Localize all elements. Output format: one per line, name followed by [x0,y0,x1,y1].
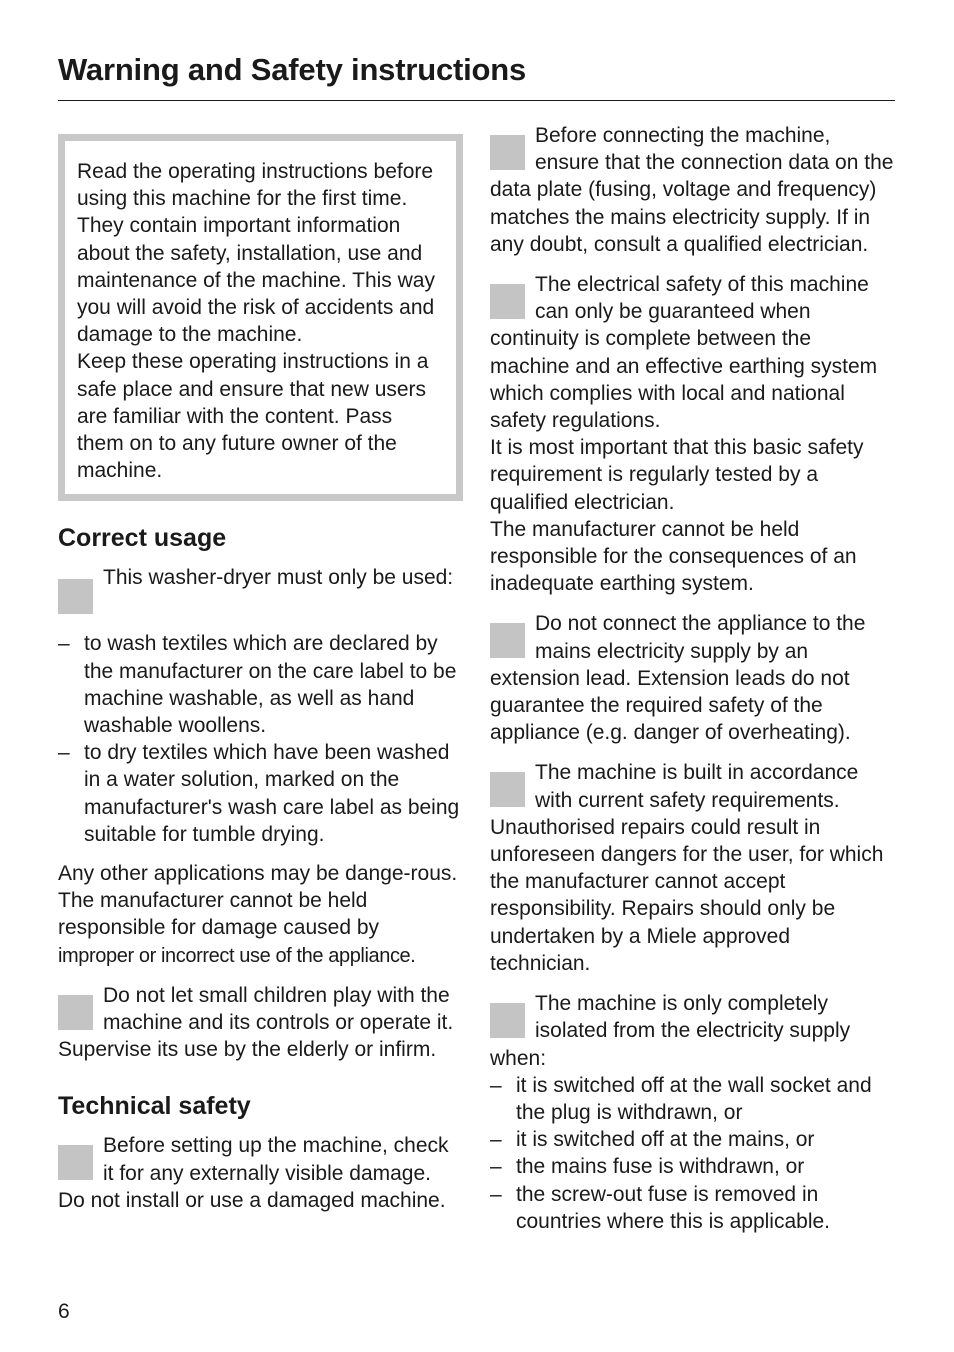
warning-square-icon [490,135,525,170]
warning-square-icon [490,772,525,807]
electrical-text-2: It is most important that this basic safety requirement is regularly tested by a qualified electrician. [490,436,864,514]
other-applications-line-1: Any other applications may be dange-rous. The manufacturer cannot be held responsible for damage caused by [58,862,458,940]
usage-intro-block [58,564,463,616]
extension-text: Do not connect the appliance to the mains electricity supply by an extension lead. Extension leads do not guarantee the required safety of the appliance (e.g. danger of overheating). [490,612,866,745]
other-applications-text [58,860,463,970]
page-title: Warning and Safety instructions [58,52,527,87]
notice-paragraph-2: Keep these operating instructions in a safe place and ensure that new users are familiar with the content. Pass them on to any future owner of the machine. [77,350,429,483]
list-item: – to dry textiles which have been washed in a water solution, marked on the manufacturer's wash care label as being suitable for tumble drying. [58,739,463,848]
isolated-intro-text: The machine is only completely isolated from the electricity supply when: [490,992,851,1070]
list-item: – the screw-out fuse is removed in countries where this is applicable. [490,1181,895,1235]
list-item: – the mains fuse is withdrawn, or [490,1153,895,1180]
right-column [490,122,895,1235]
technical-safety-heading: Technical safety [58,1092,251,1121]
notice-box [58,134,463,501]
list-item: – to wash textiles which are declared by the manufacturer on the care label to be machine washable, as well as hand washable woollens. [58,630,463,739]
setup-text: Before setting up the machine, check it for any externally visible damage. Do not install or use a damaged machine. [58,1134,449,1212]
warning-square-icon [58,995,93,1030]
list-item: – it is switched off at the mains, or [490,1126,895,1153]
electrical-text-1: The electrical safety of this machine can only be guaranteed when continuity is complete between the machine and an effective earthing system which complies with local and national safety regulations. [490,273,878,433]
connection-text: Before connecting the machine, ensure that the connection data on the data plate (fusing, voltage and frequency) matches the mains electricity supply. If in any doubt, consult a qualified electrician. [490,124,894,256]
electrical-text-3: The manufacturer cannot be held responsible for the consequences of an inadequate earthing system. [490,517,857,596]
isolated-block [490,990,895,1072]
page-number: 6 [58,1300,70,1323]
electrical-block [490,271,895,597]
warning-square-icon [490,623,525,658]
usage-list [58,630,463,848]
extension-block [490,610,895,746]
children-block [58,982,463,1064]
usage-intro-text: This washer-dryer must only be used: [103,566,454,590]
correct-usage-heading: Correct usage [58,524,227,553]
title-divider [58,100,895,101]
connection-block [490,122,895,258]
setup-block [58,1132,463,1214]
left-column [58,124,463,1214]
warning-square-icon [490,1003,525,1038]
built-block [490,759,895,977]
warning-square-icon [58,1145,93,1180]
list-item: – it is switched off at the wall socket and the plug is withdrawn, or [490,1072,895,1126]
other-applications-line-2: improper or incorrect use of the appliance. [58,944,416,967]
built-text: The machine is built in accordance with current safety requirements. Unauthorised repairs could result in unforeseen dangers for the user, for which the manufacturer cannot accept responsibility. Repairs should only be undertaken by a Miele approved technician. [490,761,884,975]
notice-paragraph-1: Read the operating instructions before using this machine for the first time. They contain important information about the safety, installation, use and maintenance of the machine. This way you will avoid the risk of accidents and damage to the machine. [77,160,435,347]
warning-square-icon [490,284,525,319]
children-text: Do not let small children play with the machine and its controls or operate it. Supervise its use by the elderly or infirm. [58,983,454,1062]
warning-square-icon [58,579,93,614]
isolated-list [490,1072,895,1235]
